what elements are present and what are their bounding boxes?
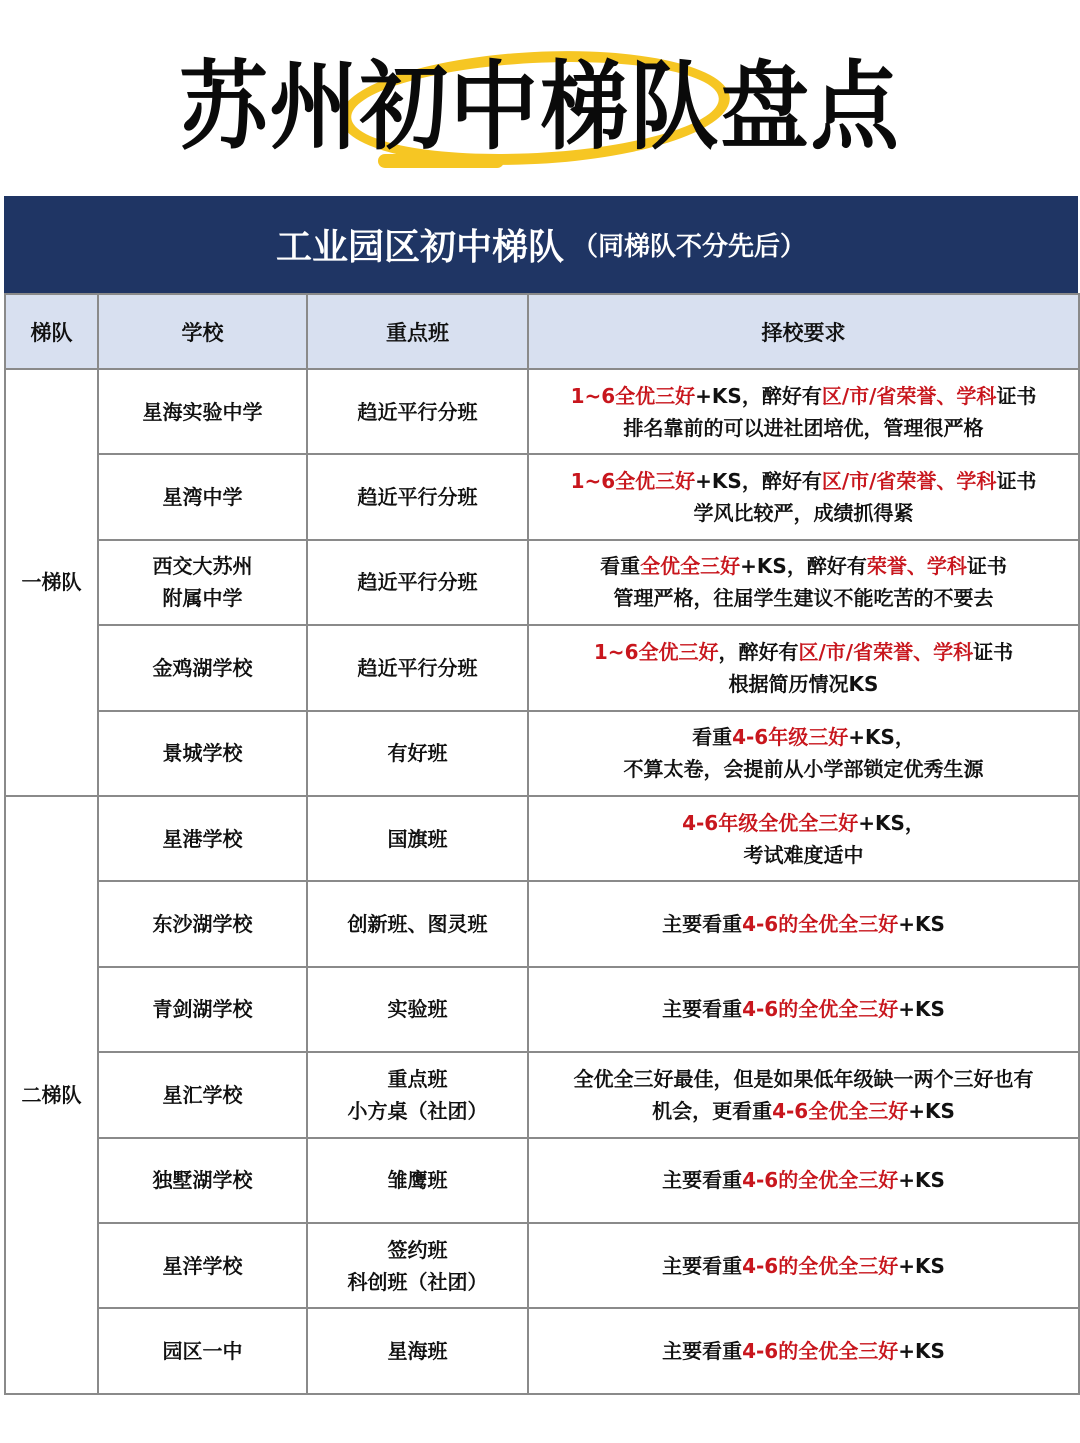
school-cell	[98, 1138, 307, 1223]
school-cell	[98, 881, 307, 966]
requirement-highlight: 4-6年级三好	[732, 725, 849, 750]
key-class-cell	[307, 369, 528, 454]
table-row	[5, 1308, 1079, 1393]
school-name: 景城学校	[162, 741, 243, 766]
requirement-highlight: 1~6全优三好	[593, 639, 719, 664]
requirement-text: 主要看重	[662, 1168, 743, 1193]
requirement-highlight: 1~6全优三好	[570, 469, 696, 494]
requirement-highlight: 4-6的全优全三好	[742, 997, 899, 1022]
school-cell	[98, 369, 307, 454]
school-cell	[98, 540, 307, 625]
table-row	[5, 1052, 1079, 1137]
school-name: 青剑湖学校	[152, 997, 253, 1022]
requirement-text: 考试难度适中	[743, 842, 864, 867]
page-header	[0, 0, 1080, 196]
requirement-text: 主要看重	[662, 997, 743, 1022]
column-header-tier: 梯队	[5, 294, 98, 369]
key-class-name: 趋近平行分班	[357, 399, 478, 424]
requirement-text: 管理严格，往届学生建议不能吃苦的不要去	[613, 586, 994, 611]
requirement-text: 看重	[600, 554, 641, 579]
table-row	[5, 1223, 1079, 1308]
requirement-text: 全优全三好最佳，但是如果低年级缺一两个三好也有	[573, 1066, 1034, 1091]
requirement-highlight: 4-6的全优全三好	[742, 912, 899, 937]
school-cell	[98, 1308, 307, 1393]
column-header-key-class: 重点班	[307, 294, 528, 369]
requirement-text: 看重	[692, 725, 733, 750]
school-name: 西交大苏州	[152, 554, 253, 579]
key-class-name: 创新班、图灵班	[347, 912, 488, 937]
requirement-highlight: 区/市/省荣誉、学科	[798, 639, 974, 664]
tier-table-container	[4, 196, 1078, 1395]
requirement-text: 排名靠前的可以进社团培优，管理很严格	[623, 415, 984, 440]
requirement-cell	[528, 1223, 1079, 1308]
school-name: 独墅湖学校	[152, 1168, 253, 1193]
requirement-text: +KS，醉好有	[740, 554, 867, 579]
requirement-cell	[528, 711, 1079, 796]
table-row	[5, 540, 1079, 625]
table-row	[5, 454, 1079, 539]
school-cell	[98, 454, 307, 539]
tier-table	[4, 293, 1080, 1395]
requirement-text: 主要看重	[662, 1338, 743, 1363]
key-class-name: 星海班	[387, 1338, 448, 1363]
key-class-name: 国旗班	[387, 826, 448, 851]
school-name: 星港学校	[162, 826, 243, 851]
school-name: 星洋学校	[162, 1253, 243, 1278]
key-class-cell	[307, 711, 528, 796]
tier-label: 二梯队	[5, 796, 98, 1394]
requirement-text: +KS，醉好有	[695, 469, 822, 494]
requirement-highlight: 4-6年级全优全三好	[682, 810, 859, 835]
requirement-cell	[528, 967, 1079, 1052]
key-class-name: 趋近平行分班	[357, 570, 478, 595]
key-class-name: 科创班（社团）	[347, 1269, 488, 1294]
table-header-row	[5, 294, 1079, 369]
school-name: 星海实验中学	[142, 399, 263, 424]
requirement-text: +KS，	[858, 810, 925, 835]
school-name: 星湾中学	[162, 485, 243, 510]
banner-title: 工业园区初中梯队	[275, 227, 564, 268]
requirement-text: +KS	[908, 1098, 955, 1123]
requirement-text: +KS	[898, 997, 945, 1022]
requirement-highlight: 4-6的全优全三好	[742, 1253, 899, 1278]
requirement-cell	[528, 881, 1079, 966]
requirement-text: 证书	[996, 383, 1037, 408]
table-row	[5, 881, 1079, 966]
requirement-text: 根据简历情况KS	[728, 671, 879, 696]
table-body	[5, 369, 1079, 1394]
school-name: 附属中学	[162, 586, 243, 611]
school-cell	[98, 711, 307, 796]
requirement-cell	[528, 625, 1079, 710]
requirement-cell	[528, 1052, 1079, 1137]
requirement-highlight: 4-6全优全三好	[772, 1098, 909, 1123]
key-class-name: 有好班	[387, 741, 448, 766]
requirement-cell	[528, 1138, 1079, 1223]
tier-label: 一梯队	[5, 369, 98, 796]
requirement-text: +KS	[898, 1253, 945, 1278]
key-class-name: 趋近平行分班	[357, 485, 478, 510]
requirement-highlight: 4-6的全优全三好	[742, 1168, 899, 1193]
school-name: 星汇学校	[162, 1082, 243, 1107]
requirement-cell	[528, 796, 1079, 881]
requirement-text: 证书	[996, 469, 1037, 494]
key-class-cell	[307, 1308, 528, 1393]
requirement-highlight: 全优全三好	[640, 554, 741, 579]
column-header-requirement: 择校要求	[528, 294, 1079, 369]
key-class-name: 重点班	[387, 1066, 448, 1091]
requirement-cell	[528, 369, 1079, 454]
requirement-text: 学风比较严，成绩抓得紧	[693, 501, 914, 526]
school-cell	[98, 1223, 307, 1308]
table-row	[5, 369, 1079, 454]
requirement-text: ，醉好有	[718, 639, 799, 664]
key-class-cell	[307, 1223, 528, 1308]
requirement-text: 证书	[966, 554, 1007, 579]
key-class-name: 实验班	[387, 997, 448, 1022]
requirement-highlight: 荣誉、学科	[866, 554, 967, 579]
page-title: 苏州初中梯队盘点	[179, 51, 901, 163]
requirement-highlight: 区/市/省荣誉、学科	[821, 469, 997, 494]
requirement-text: +KS	[898, 1168, 945, 1193]
table-row	[5, 796, 1079, 881]
school-name: 园区一中	[162, 1338, 243, 1363]
requirement-highlight: 1~6全优三好	[570, 383, 696, 408]
key-class-cell	[307, 796, 528, 881]
requirement-highlight: 区/市/省荣誉、学科	[821, 383, 997, 408]
table-row	[5, 711, 1079, 796]
key-class-name: 趋近平行分班	[357, 655, 478, 680]
key-class-name: 签约班	[387, 1237, 448, 1262]
key-class-cell	[307, 1052, 528, 1137]
requirement-text: +KS	[898, 1338, 945, 1363]
school-cell	[98, 967, 307, 1052]
school-name: 东沙湖学校	[152, 912, 253, 937]
school-cell	[98, 796, 307, 881]
school-cell	[98, 1052, 307, 1137]
requirement-cell	[528, 454, 1079, 539]
requirement-cell	[528, 1308, 1079, 1393]
requirement-text: 机会，更看重	[652, 1098, 773, 1123]
table-banner	[4, 196, 1078, 293]
requirement-text: 不算太卷，会提前从小学部锁定优秀生源	[623, 757, 984, 782]
requirement-text: 主要看重	[662, 912, 743, 937]
school-cell	[98, 625, 307, 710]
key-class-cell	[307, 454, 528, 539]
key-class-cell	[307, 1138, 528, 1223]
table-row	[5, 1138, 1079, 1223]
school-name: 金鸡湖学校	[152, 655, 253, 680]
key-class-cell	[307, 967, 528, 1052]
requirement-text: +KS	[898, 912, 945, 937]
key-class-cell	[307, 540, 528, 625]
column-header-school: 学校	[98, 294, 307, 369]
banner-subtitle: （同梯队不分先后）	[572, 232, 807, 262]
key-class-name: 小方桌（社团）	[347, 1098, 488, 1123]
key-class-name: 雏鹰班	[387, 1168, 448, 1193]
key-class-cell	[307, 625, 528, 710]
table-row	[5, 625, 1079, 710]
requirement-text: 证书	[973, 639, 1014, 664]
requirement-cell	[528, 540, 1079, 625]
requirement-text: 主要看重	[662, 1253, 743, 1278]
requirement-text: +KS，	[848, 725, 915, 750]
key-class-cell	[307, 881, 528, 966]
table-row	[5, 967, 1079, 1052]
requirement-highlight: 4-6的全优全三好	[742, 1338, 899, 1363]
requirement-text: +KS，醉好有	[695, 383, 822, 408]
